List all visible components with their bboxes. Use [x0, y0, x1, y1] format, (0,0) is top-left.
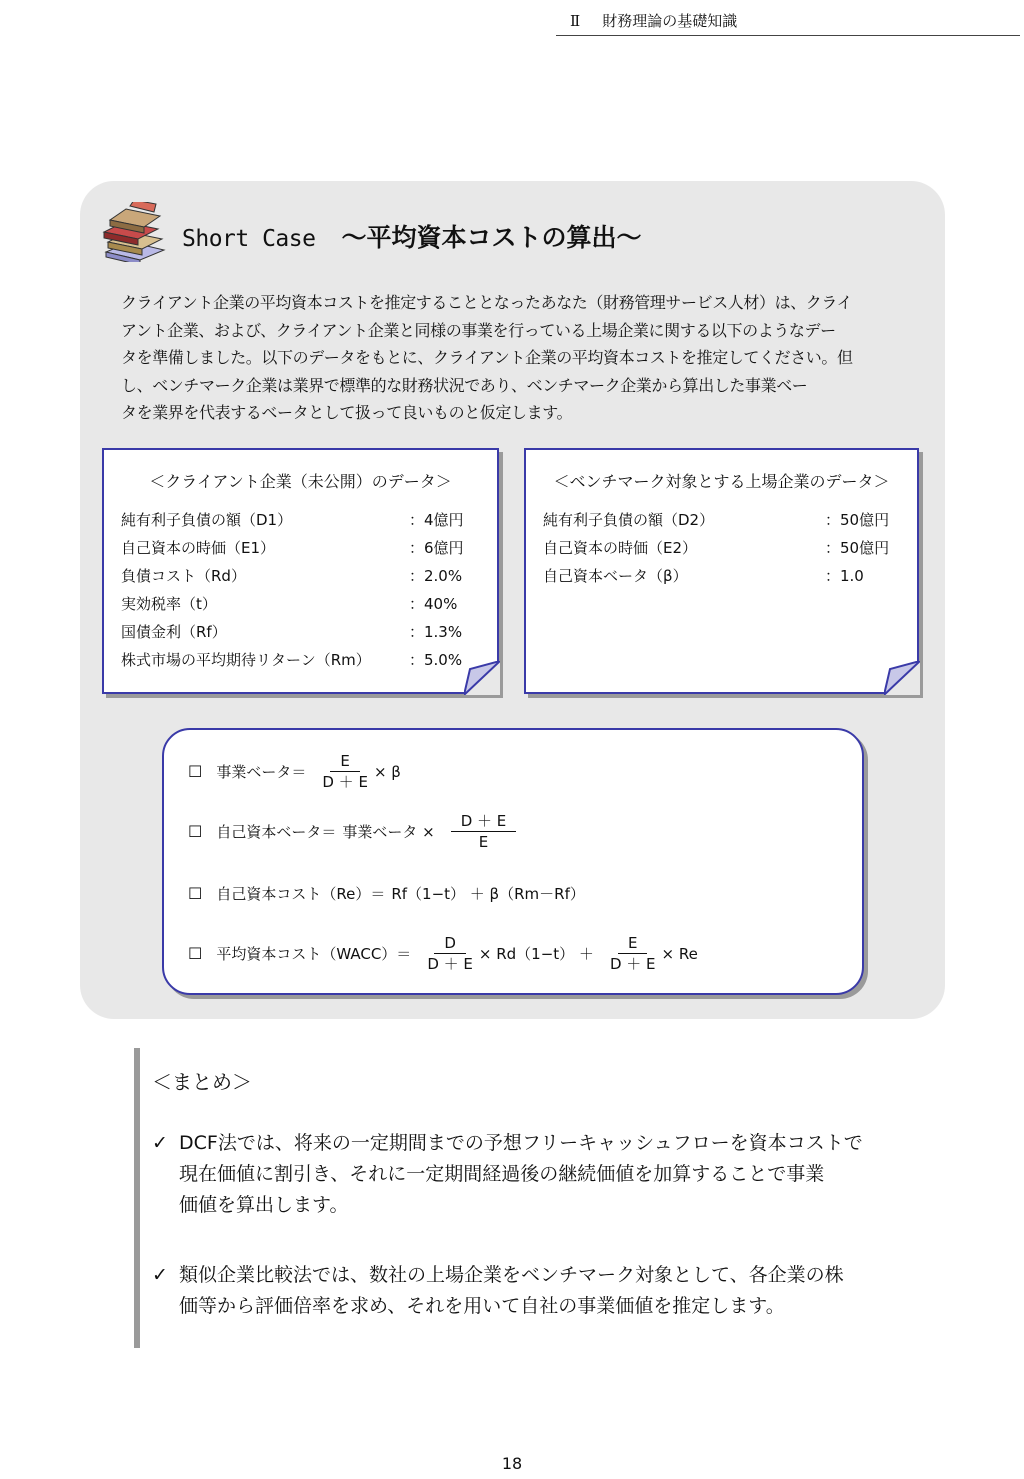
data-label: 負債コスト（Rd） [121, 567, 246, 585]
data-value: ：5.0% [409, 651, 463, 669]
checkbox-icon: ☐ [188, 884, 203, 903]
case-title-en: Short Case [182, 226, 316, 252]
data-row [121, 621, 487, 649]
benchmark-data-rows [543, 509, 907, 593]
data-value: ：50億円 [825, 511, 890, 529]
data-row [543, 537, 907, 565]
intro-line: し、ベンチマーク企業は業界で標準的な財務状況であり、ベンチマーク企業から算出した事業ベー [121, 375, 808, 395]
intro-line: クライアント企業の平均資本コストを推定することとなったあなた（財務管理サービス人材）は、クライ [121, 293, 853, 312]
data-row [121, 649, 487, 677]
formula-label: 事業ベータ＝ [216, 763, 307, 781]
formula-label: 自己資本ベータ＝ [216, 823, 337, 841]
fraction [322, 752, 368, 791]
data-label: 自己資本ベータ（β） [543, 567, 688, 585]
formula-term: Rf（1−t） ＋ β（Rm－Rf） [391, 885, 585, 903]
client-card-title: ＜クライアント企業（未公開）のデータ＞ [149, 472, 452, 491]
page-header [556, 8, 1020, 36]
case-title [182, 218, 642, 254]
data-label: 純有利子負債の額（D2） [543, 511, 715, 529]
numerator: D [434, 934, 466, 954]
numerator: E [330, 752, 359, 772]
bullet-line: DCF法では、将来の一定期間までの予想フリーキャッシュフローを資本コストで [179, 1132, 863, 1154]
fraction [610, 934, 656, 973]
page-fold-icon [884, 661, 920, 695]
intro-line: タを業界を代表するベータとして扱って良いものと仮定します。 [121, 403, 573, 422]
data-row [121, 509, 487, 537]
denominator: D ＋ E [322, 773, 368, 791]
data-label: 株式市場の平均期待リターン（Rm） [121, 651, 371, 669]
intro-line: アント企業、および、クライアント企業と同様の事業を行っている上場企業に関する以下のようなデー [121, 320, 836, 340]
data-row [121, 537, 487, 565]
data-value: ：1.0 [825, 567, 864, 585]
numerator: D ＋ E [451, 812, 517, 832]
page-fold-icon [464, 661, 500, 695]
benchmark-data-card [524, 448, 919, 694]
formula-equity-beta [188, 812, 522, 851]
formula-cost-of-equity [188, 883, 591, 904]
data-label: 実効税率（t） [121, 595, 217, 613]
checkbox-icon: ☐ [188, 944, 203, 963]
intro-line: タを準備しました。以下のデータをもとに、クライアント企業の平均資本コストを推定してください。但 [121, 348, 853, 367]
bullet-text [179, 1260, 844, 1322]
summary-bullet [152, 1128, 863, 1221]
data-row [121, 593, 487, 621]
denominator: D ＋ E [427, 955, 473, 973]
data-value: ：1.3% [409, 623, 463, 641]
denominator: D ＋ E [609, 955, 656, 973]
data-row [543, 509, 907, 537]
client-data-rows [121, 509, 487, 677]
data-label: 国債金利（Rf） [121, 623, 227, 641]
bullet-line: 価等から評価倍率を求め、それを用いて自社の事業価値を推定します。 [179, 1295, 785, 1317]
checkbox-icon: ☐ [188, 822, 203, 841]
data-value: ：40% [409, 595, 458, 613]
header-title-group [570, 10, 737, 31]
check-icon: ✓ [152, 1132, 168, 1154]
checkbox-icon: ☐ [188, 762, 203, 781]
formula-term: × Re [661, 944, 698, 963]
data-row [121, 565, 487, 593]
formula-wacc [188, 934, 704, 973]
formula-label: 自己資本コスト（Re）＝ [216, 885, 386, 903]
bullet-line: 現在価値に割引き、それに一定期間経過後の継続価値を加算することで事業 [179, 1163, 825, 1185]
check-icon: ✓ [152, 1264, 168, 1286]
formula-term: 事業ベータ × [342, 823, 435, 841]
data-label: 自己資本の時価（E2） [543, 539, 698, 557]
denominator: E [478, 833, 489, 851]
formula-term: × Rd（1−t） ＋ [478, 945, 594, 963]
data-label: 自己資本の時価（E1） [121, 539, 276, 557]
formula-term: × β [373, 762, 401, 781]
case-title-jp: ～平均資本コストの算出～ [341, 223, 642, 252]
data-value: ：6億円 [409, 539, 464, 557]
data-value: ：50億円 [825, 539, 890, 557]
chapter-title: 財務理論の基礎知識 [602, 12, 738, 30]
data-value: ：4億円 [409, 511, 464, 529]
formula-label: 平均資本コスト（WACC）＝ [216, 945, 412, 963]
data-value: ：2.0% [409, 567, 463, 585]
summary-title: ＜まとめ＞ [152, 1070, 252, 1094]
numerator: E [618, 934, 647, 954]
formula-business-beta [188, 752, 407, 791]
data-label: 純有利子負債の額（D1） [121, 511, 293, 529]
books-stack-icon [100, 202, 166, 262]
page-number: 18 [501, 1454, 523, 1473]
bullet-line: 価値を算出します。 [179, 1194, 349, 1216]
benchmark-card-title: ＜ベンチマーク対象とする上場企業のデータ＞ [553, 472, 890, 491]
fraction [451, 812, 517, 851]
case-intro [121, 289, 911, 427]
fraction [427, 934, 473, 973]
bullet-line: 類似企業比較法では、数社の上場企業をベンチマーク対象として、各企業の株 [179, 1264, 844, 1286]
summary-bullet [152, 1260, 844, 1322]
chapter-number: Ⅱ [570, 12, 581, 30]
summary-accent-bar [134, 1048, 140, 1348]
bullet-text [179, 1128, 863, 1221]
data-row [543, 565, 907, 593]
client-data-card [102, 448, 499, 694]
